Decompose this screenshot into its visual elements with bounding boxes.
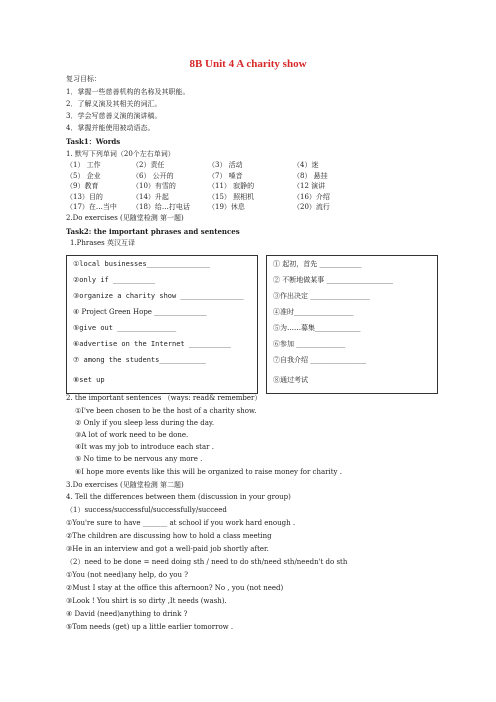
- sentence-item: ③A lot of work need to be done.: [75, 431, 189, 439]
- phrase-item: ⑧通过考试: [273, 376, 308, 384]
- word-grid: [66, 161, 436, 214]
- differences-subheading: （2）need to be done = need doing sth / need to do sth/need sth/needn't do sth: [66, 558, 348, 566]
- word-cell: （15） 照相机: [208, 192, 255, 201]
- word-cell: （5） 企业: [66, 171, 101, 180]
- goal-item: 3．学会写慈善义演的演讲稿。: [66, 112, 162, 120]
- word-cell: （12 演讲: [293, 182, 326, 190]
- goal-item: 4．掌握并能使用被动语态。: [66, 124, 155, 132]
- word-row: [66, 172, 436, 183]
- phrase-item: ⑥advertise on the Internet __________: [73, 340, 231, 348]
- exercise-sentence: ③Look ! You shirt is so dirty ,It needs (wash).: [66, 597, 227, 605]
- word-cell: （9）教育: [66, 182, 99, 190]
- word-cell: （13）目的: [66, 192, 103, 201]
- goal-item: 1．掌握一些慈善机构的名称及其职能。: [66, 88, 190, 96]
- goals-heading: 复习目标：: [66, 75, 101, 83]
- phrase-item: ⑧set up: [73, 376, 105, 384]
- exercise-sentence: ④ David (need)anything to drink ?: [66, 610, 188, 618]
- phrase-item: ② 不断地做某事 ___________________: [273, 276, 393, 284]
- word-cell: （11） 寂静的: [208, 182, 255, 190]
- word-cell: （18）给…打电话: [132, 203, 190, 211]
- differences-heading: 4. Tell the differences between them (discussion in your group): [66, 493, 291, 501]
- word-row: [66, 182, 436, 193]
- phrase-item: ③作出决定 _________________: [273, 292, 370, 300]
- word-cell: （8） 悬挂: [293, 171, 328, 180]
- word-cell: （20）流行: [293, 203, 330, 211]
- phrase-item: ⑦自我介绍 ________________: [273, 356, 367, 364]
- phrases-chinese-box: [266, 255, 438, 394]
- sentence-item: ② Only if you sleep less during the day.: [75, 419, 215, 427]
- word-cell: （16）介绍: [293, 192, 330, 201]
- word-cell: （3） 活动: [208, 161, 243, 169]
- exercise-sentence: ①You (not need)any help, do you ?: [66, 571, 188, 579]
- exercise-sentence: ②Must I stay at the office this afternoon? No , you (not need): [66, 584, 284, 592]
- task2-exercise: 3.Do exercises (见随堂检测 第二题): [66, 481, 184, 489]
- word-row: [66, 193, 436, 204]
- goal-item: 2．了解义演及其相关的词汇。: [66, 100, 162, 108]
- phrase-item: ①local businesses_______________: [73, 260, 210, 268]
- phrase-item: ②only if __________: [73, 276, 156, 284]
- word-row: [66, 161, 436, 172]
- phrases-label: 1.Phrases 英汉互译: [70, 239, 135, 247]
- word-cell: （6） 公开的: [132, 171, 174, 180]
- task2-heading: Task2: the important phrases and sentences: [66, 227, 240, 236]
- word-cell: （10）有雪的: [132, 182, 176, 190]
- phrase-item: ⑤give out ______________: [73, 324, 177, 332]
- task1-instruction: 1. 默写下列单词（20个左右单词）: [66, 150, 175, 158]
- phrase-item: ③organize a charity show _______________: [73, 292, 244, 300]
- page-title: 8B Unit 4 A charity show: [189, 58, 307, 70]
- exercise-sentence: ②The children are discussing how to hold a class meeting: [66, 532, 272, 540]
- phrase-item: ① 起初，首先 ____________: [273, 260, 362, 268]
- word-cell: （7） 嗓音: [208, 171, 243, 180]
- task1-exercise: 2.Do exercises (见随堂检测 第一题): [66, 214, 184, 222]
- task1-heading: Task1：Words: [66, 137, 121, 146]
- word-cell: （14）升起: [132, 192, 169, 201]
- word-cell: （17）在…当中: [66, 203, 117, 211]
- exercise-sentence: ③He in an interview and got a well-paid job shortly after.: [66, 545, 269, 553]
- exercise-sentence: ⑤Tom needs (get) up a little earlier tomorrow .: [66, 623, 234, 631]
- phrase-item: ④准时_________________: [273, 308, 354, 316]
- sentences-label: 2. the important sentences （ways: read& remember）: [66, 394, 262, 402]
- phrase-item: ⑦ among the students___________: [73, 356, 206, 364]
- phrase-item: ⑤为……募集_____________: [273, 324, 361, 332]
- phrases-english-box: [66, 255, 258, 394]
- differences-subheading: （1）success/successful/successfully/succeed: [66, 506, 227, 514]
- word-cell: （4）迷: [293, 161, 319, 169]
- word-cell: （19）休息: [208, 203, 245, 211]
- sentence-item: ⑤ No time to be nervous any more .: [75, 455, 203, 463]
- word-row: [66, 203, 436, 214]
- sentence-item: ⑥I hope more events like this will be organized to raise money for charity .: [75, 468, 342, 476]
- exercise-sentence: ①You're sure to have _______ at school if you work hard enough .: [66, 519, 296, 527]
- word-cell: （2）责任: [132, 161, 165, 169]
- sentence-item: ④It was my job to introduce each star .: [75, 443, 214, 451]
- phrase-item: ④ Project Green Hope _______________: [73, 308, 207, 316]
- word-cell: （1） 工作: [66, 161, 101, 169]
- phrase-item: ⑥参加 ______________: [273, 340, 346, 348]
- sentence-item: ①I've been chosen to be the host of a charity show.: [75, 407, 257, 415]
